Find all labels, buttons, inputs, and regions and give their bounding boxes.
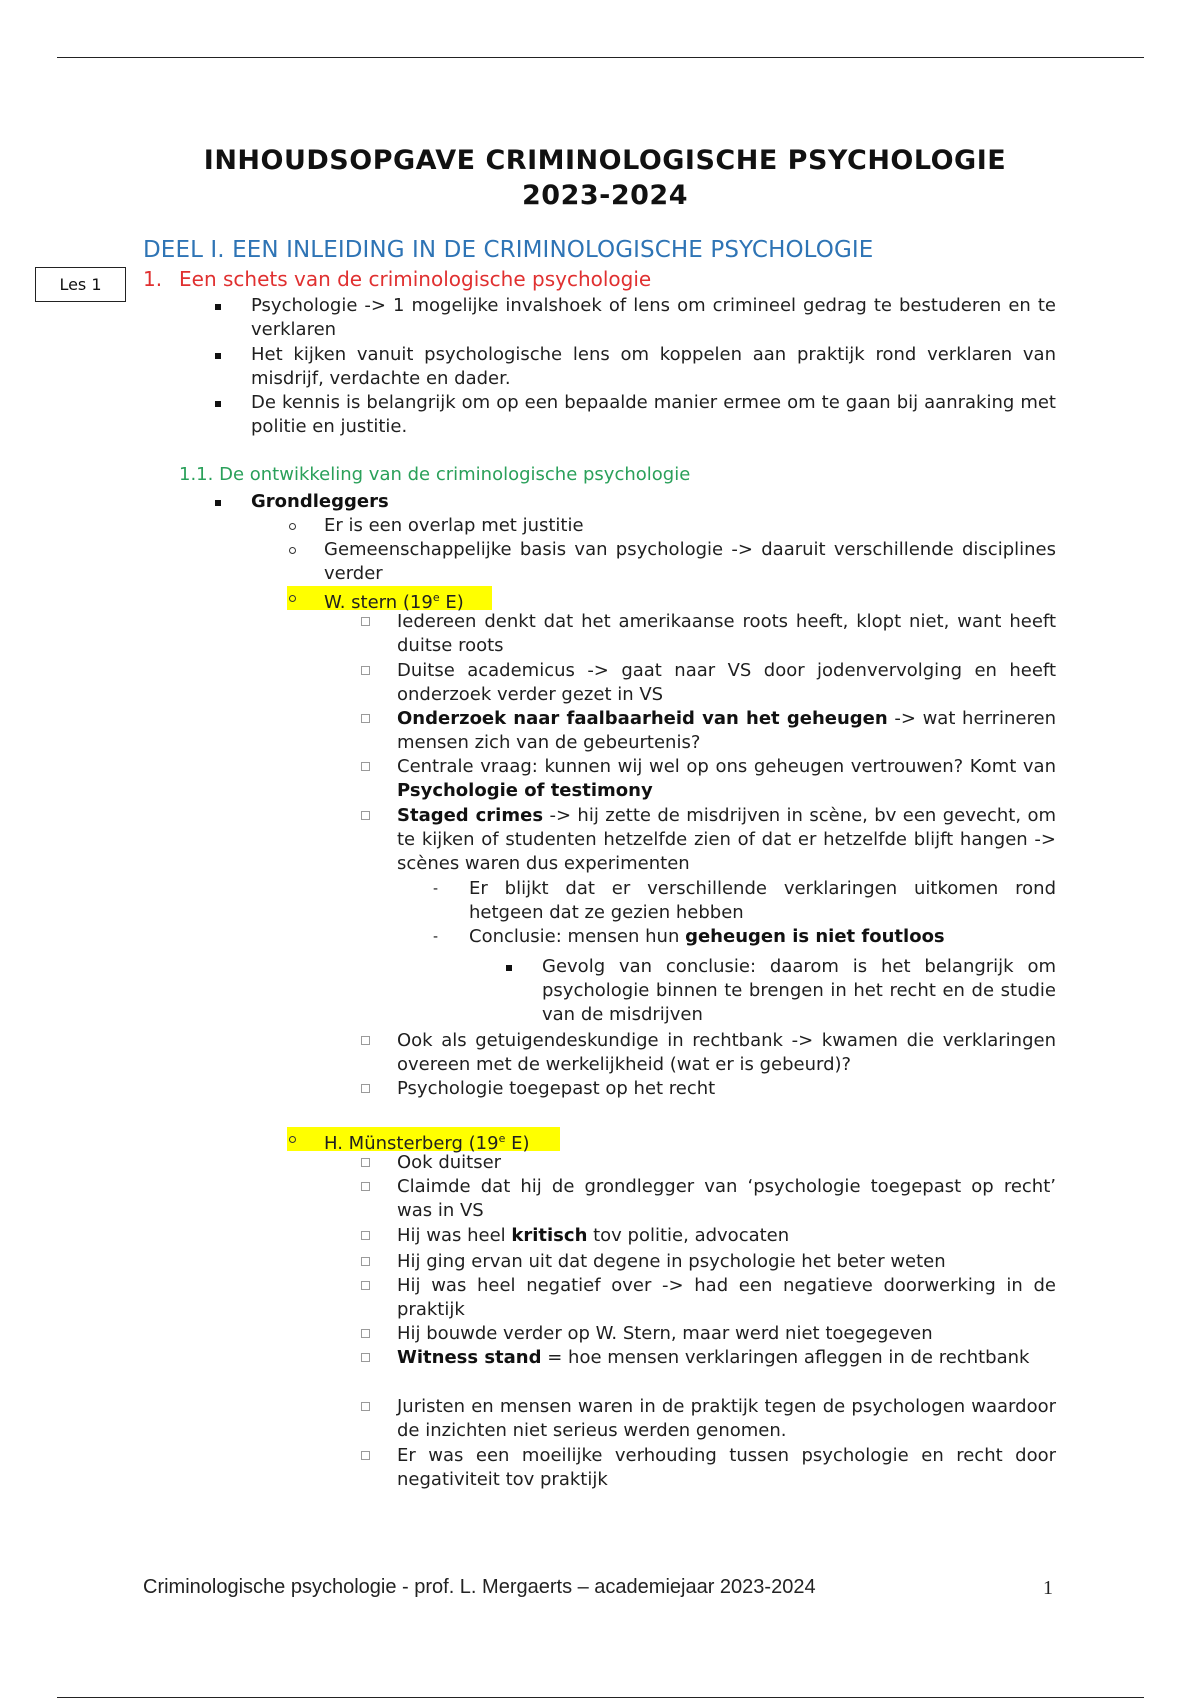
checkbox-bullet-icon <box>361 1346 370 1370</box>
list-item <box>251 343 1056 391</box>
list-item <box>324 514 1056 538</box>
list-item-text: Hij was heel <box>397 1225 512 1246</box>
munsterberg-heading-sup: e <box>498 1132 506 1145</box>
list-item-text: Psychologie toegepast op het recht <box>397 1078 716 1099</box>
list-item-text: Er was een moeilijke verhouding tussen psychologie en recht door negativiteit tov praktijk <box>397 1445 1056 1490</box>
square-bullet-icon <box>506 955 512 979</box>
title-line-2: 2023-2024 <box>522 180 688 211</box>
dash-bullet-icon: - <box>433 929 439 945</box>
list-item-text: Hij bouwde verder op W. Stern, maar werd niet toegegeven <box>397 1323 933 1344</box>
margin-label: Les 1 <box>59 275 102 294</box>
list-item <box>469 877 1056 925</box>
list-item <box>397 610 1056 658</box>
list-item-text: Hij ging ervan uit dat degene in psychologie het beter weten <box>397 1251 946 1272</box>
list-item-text: Juristen en mensen waren in de praktijk tegen de psychologen waardoor de inzichten niet serieus werden genomen. <box>397 1396 1056 1441</box>
checkbox-bullet-icon <box>361 1077 370 1101</box>
checkbox-bullet-icon <box>361 755 370 779</box>
checkbox-bullet-icon <box>361 1151 370 1175</box>
list-item-text: Gevolg van conclusie: daarom is het belangrijk om psychologie binnen te brengen in het recht en de studie van de misdrijven <box>542 956 1056 1025</box>
list-item <box>397 1175 1056 1223</box>
list-item <box>397 1346 1056 1370</box>
circle-bullet-icon <box>289 586 296 610</box>
list-item-text: Conclusie: mensen hun <box>469 926 686 947</box>
page-number: 1 <box>1043 1577 1053 1599</box>
bold-text: Psychologie of testimony <box>397 780 653 801</box>
list-item <box>397 1395 1056 1443</box>
circle-bullet-icon <box>289 538 296 562</box>
bold-text: geheugen is niet foutloos <box>685 926 945 947</box>
list-item <box>469 925 1056 949</box>
bottom-rule <box>57 1697 1144 1698</box>
munsterberg-heading-text: H. Münsterberg (19 <box>324 1133 499 1154</box>
list-item <box>397 1224 1056 1248</box>
bold-text: Staged crimes <box>397 805 544 826</box>
munsterberg-heading-end: E) <box>505 1133 530 1154</box>
checkbox-bullet-icon <box>361 707 370 731</box>
list-item-text: Ook als getuigendeskundige in rechtbank -> kwamen die verklaringen overeen met de werkelijkheid (wat er is gebeurd)? <box>397 1030 1056 1075</box>
square-bullet-icon <box>215 294 221 318</box>
list-item-text: Gemeenschappelijke basis van psychologie -> daaruit verschillende disciplines verder <box>324 539 1056 584</box>
checkbox-bullet-icon <box>361 1224 370 1248</box>
list-item-text: tov politie, advocaten <box>587 1225 790 1246</box>
checkbox-bullet-icon <box>361 1395 370 1419</box>
checkbox-bullet-icon <box>361 1175 370 1199</box>
bold-text: Witness stand <box>397 1347 542 1368</box>
list-item <box>397 1274 1056 1322</box>
checkbox-bullet-icon <box>361 1029 370 1053</box>
margin-label-box <box>35 267 126 302</box>
list-item-text: Claimde dat hij de grondlegger van ‘psychologie toegepast op recht’ was in VS <box>397 1176 1056 1221</box>
dash-bullet-icon: - <box>433 881 439 897</box>
list-item-text: Er is een overlap met justitie <box>324 515 584 536</box>
list-item-text: Centrale vraag: kunnen wij wel op ons geheugen vertrouwen? Komt van <box>397 756 1056 777</box>
list-item <box>251 391 1056 439</box>
list-item <box>397 707 1056 755</box>
list-item-text: Duitse academicus -> gaat naar VS door jodenvervolging en heeft onderzoek verder gezet in VS <box>397 660 1056 705</box>
circle-bullet-icon <box>289 514 296 538</box>
list-item <box>397 1444 1056 1492</box>
bold-text: Onderzoek naar faalbaarheid van het geheugen <box>397 708 888 729</box>
list-item <box>397 1322 1056 1346</box>
list-item-text: Er blijkt dat er verschillende verklaringen uitkomen rond hetgeen dat ze gezien hebben <box>469 878 1056 923</box>
list-item <box>251 490 1056 514</box>
list-item-text: De kennis is belangrijk om op een bepaalde manier ermee om te gaan bij aanraking met politie en justitie. <box>251 392 1056 437</box>
list-item <box>397 1029 1056 1077</box>
checkbox-bullet-icon <box>361 659 370 683</box>
subsection-heading <box>179 464 690 485</box>
list-item-text: Hij was heel negatief over -> had een negatieve doorwerking in de praktijk <box>397 1275 1056 1320</box>
grondleggers-label: Grondleggers <box>251 491 389 512</box>
list-item-text: Het kijken vanuit psychologische lens om koppelen aan praktijk rond verklaren van misdrijf, verdachte en dader. <box>251 344 1056 389</box>
page-title <box>130 143 1080 213</box>
stern-heading-text: W. stern (19 <box>324 592 433 613</box>
checkbox-bullet-icon <box>361 610 370 634</box>
list-item-text: -> wat herrineren mensen zich van de gebeurtenis? <box>397 708 1056 753</box>
list-item <box>251 294 1056 342</box>
list-item <box>397 1077 1056 1101</box>
square-bullet-icon <box>215 343 221 367</box>
section-heading <box>143 267 651 291</box>
top-rule <box>57 57 1144 58</box>
checkbox-bullet-icon <box>361 1250 370 1274</box>
list-item <box>397 755 1056 803</box>
list-item-text: Ook duitser <box>397 1152 502 1173</box>
list-item-text: = hoe mensen verklaringen afleggen in de rechtbank <box>541 1347 1030 1368</box>
page-footer: Criminologische psychologie - prof. L. Mergaerts – academiejaar 2023-2024 <box>143 1576 816 1598</box>
list-item-text: Iedereen denkt dat het amerikaanse roots heeft, klopt niet, want heeft duitse roots <box>397 611 1056 656</box>
circle-bullet-icon <box>289 1127 296 1151</box>
part-heading: DEEL I. EEN INLEIDING IN DE CRIMINOLOGISCHE PSYCHOLOGIE <box>143 237 874 263</box>
section-title: Een schets van de criminologische psychologie <box>179 267 652 291</box>
list-item <box>324 538 1056 586</box>
list-item <box>397 1250 1056 1274</box>
title-line-1: INHOUDSOPGAVE CRIMINOLOGISCHE PSYCHOLOGIE <box>203 145 1007 176</box>
stern-heading-sup: e <box>432 591 440 604</box>
checkbox-bullet-icon <box>361 804 370 828</box>
list-item-text: Psychologie -> 1 mogelijke invalshoek of lens om crimineel gedrag te bestuderen en te verklaren <box>251 295 1056 340</box>
list-item <box>397 659 1056 707</box>
list-item-text: -> hij zette de misdrijven in scène, bv een gevecht, om te kijken of studenten hetzelfde zien of dat er hetzelfde blijft hangen -> scènes waren dus experimenten <box>397 805 1057 874</box>
list-item <box>397 1151 1056 1175</box>
subsection-title: De ontwikkeling van de criminologische psychologie <box>219 464 691 485</box>
stern-heading-end: E) <box>439 592 464 613</box>
section-number: 1. <box>143 267 163 291</box>
subsection-number: 1.1. <box>179 464 214 485</box>
checkbox-bullet-icon <box>361 1444 370 1468</box>
checkbox-bullet-icon <box>361 1322 370 1346</box>
list-item <box>397 804 1056 876</box>
square-bullet-icon <box>215 490 221 514</box>
bold-text: kritisch <box>511 1225 588 1246</box>
checkbox-bullet-icon <box>361 1274 370 1298</box>
square-bullet-icon <box>215 391 221 415</box>
list-item <box>542 955 1056 1027</box>
